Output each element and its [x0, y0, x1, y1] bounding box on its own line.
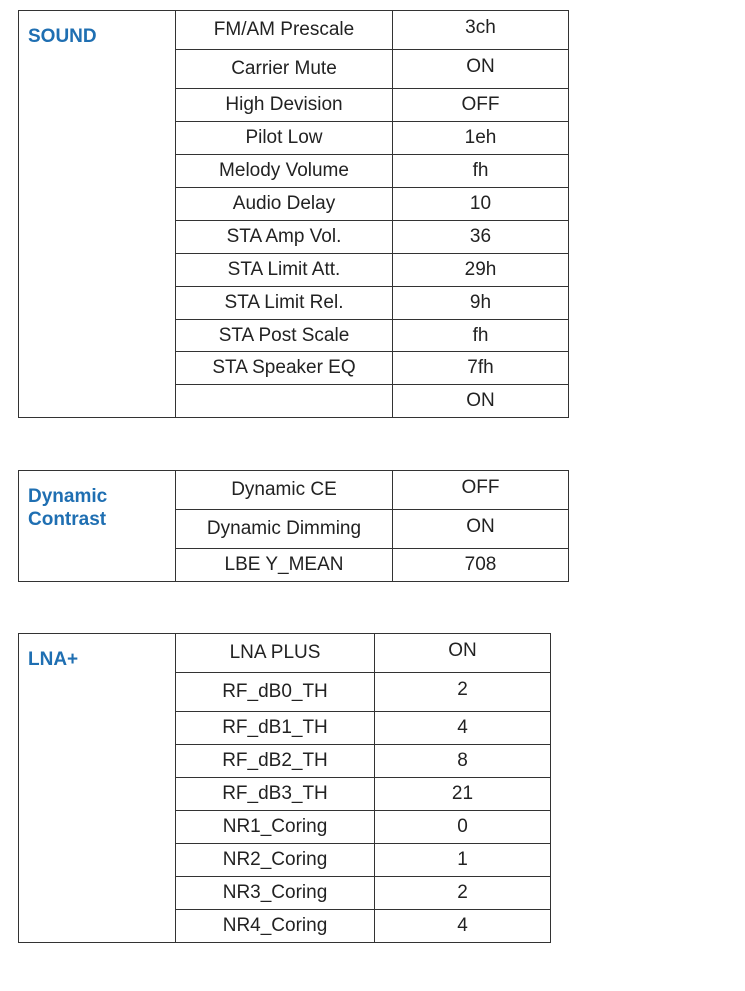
setting-value: 21	[375, 778, 551, 811]
section-title-lna-plus: LNA+	[19, 634, 176, 943]
setting-label: Carrier Mute	[176, 50, 393, 89]
section-title-sound: SOUND	[19, 11, 176, 418]
setting-label: STA Post Scale	[176, 320, 393, 352]
lna-plus-table	[18, 633, 551, 943]
sound-settings-table	[18, 10, 569, 418]
setting-value: 0	[375, 811, 551, 844]
setting-label: Audio Delay	[176, 188, 393, 221]
setting-label: STA Amp Vol.	[176, 221, 393, 254]
setting-value: 7fh	[393, 352, 569, 385]
setting-value: OFF	[393, 471, 569, 510]
setting-value: 2	[375, 673, 551, 712]
setting-label: STA Speaker EQ	[176, 352, 393, 385]
setting-label: RF_dB2_TH	[176, 745, 375, 778]
setting-label: FM/AM Prescale	[176, 11, 393, 50]
setting-label: RF_dB3_TH	[176, 778, 375, 811]
table-row	[19, 11, 569, 50]
setting-label: NR3_Coring	[176, 877, 375, 910]
setting-value: ON	[393, 50, 569, 89]
table-row	[19, 471, 569, 510]
setting-value: 4	[375, 712, 551, 745]
setting-value: 8	[375, 745, 551, 778]
setting-value: ON	[393, 385, 569, 418]
setting-label	[176, 385, 393, 418]
setting-value: 36	[393, 221, 569, 254]
setting-label: RF_dB0_TH	[176, 673, 375, 712]
dynamic-contrast-table	[18, 470, 569, 582]
setting-value: OFF	[393, 89, 569, 122]
setting-label: NR1_Coring	[176, 811, 375, 844]
setting-label: NR4_Coring	[176, 910, 375, 943]
setting-label: STA Limit Rel.	[176, 287, 393, 320]
setting-label: STA Limit Att.	[176, 254, 393, 287]
setting-value: ON	[393, 510, 569, 549]
setting-label: Pilot Low	[176, 122, 393, 155]
setting-value: 708	[393, 549, 569, 582]
setting-label: RF_dB1_TH	[176, 712, 375, 745]
setting-value: fh	[393, 320, 569, 352]
setting-value: 1eh	[393, 122, 569, 155]
setting-value: 3ch	[393, 11, 569, 50]
setting-value: 4	[375, 910, 551, 943]
setting-value: ON	[375, 634, 551, 673]
setting-value: 2	[375, 877, 551, 910]
setting-label: NR2_Coring	[176, 844, 375, 877]
setting-label: Dynamic Dimming	[176, 510, 393, 549]
setting-label: LNA PLUS	[176, 634, 375, 673]
setting-label: High Devision	[176, 89, 393, 122]
section-title-dynamic-contrast: Dynamic Contrast	[19, 471, 176, 582]
setting-label: Melody Volume	[176, 155, 393, 188]
setting-label: Dynamic CE	[176, 471, 393, 510]
setting-value: 9h	[393, 287, 569, 320]
setting-value: 10	[393, 188, 569, 221]
setting-value: fh	[393, 155, 569, 188]
setting-value: 29h	[393, 254, 569, 287]
setting-label: LBE Y_MEAN	[176, 549, 393, 582]
setting-value: 1	[375, 844, 551, 877]
table-row	[19, 634, 551, 673]
